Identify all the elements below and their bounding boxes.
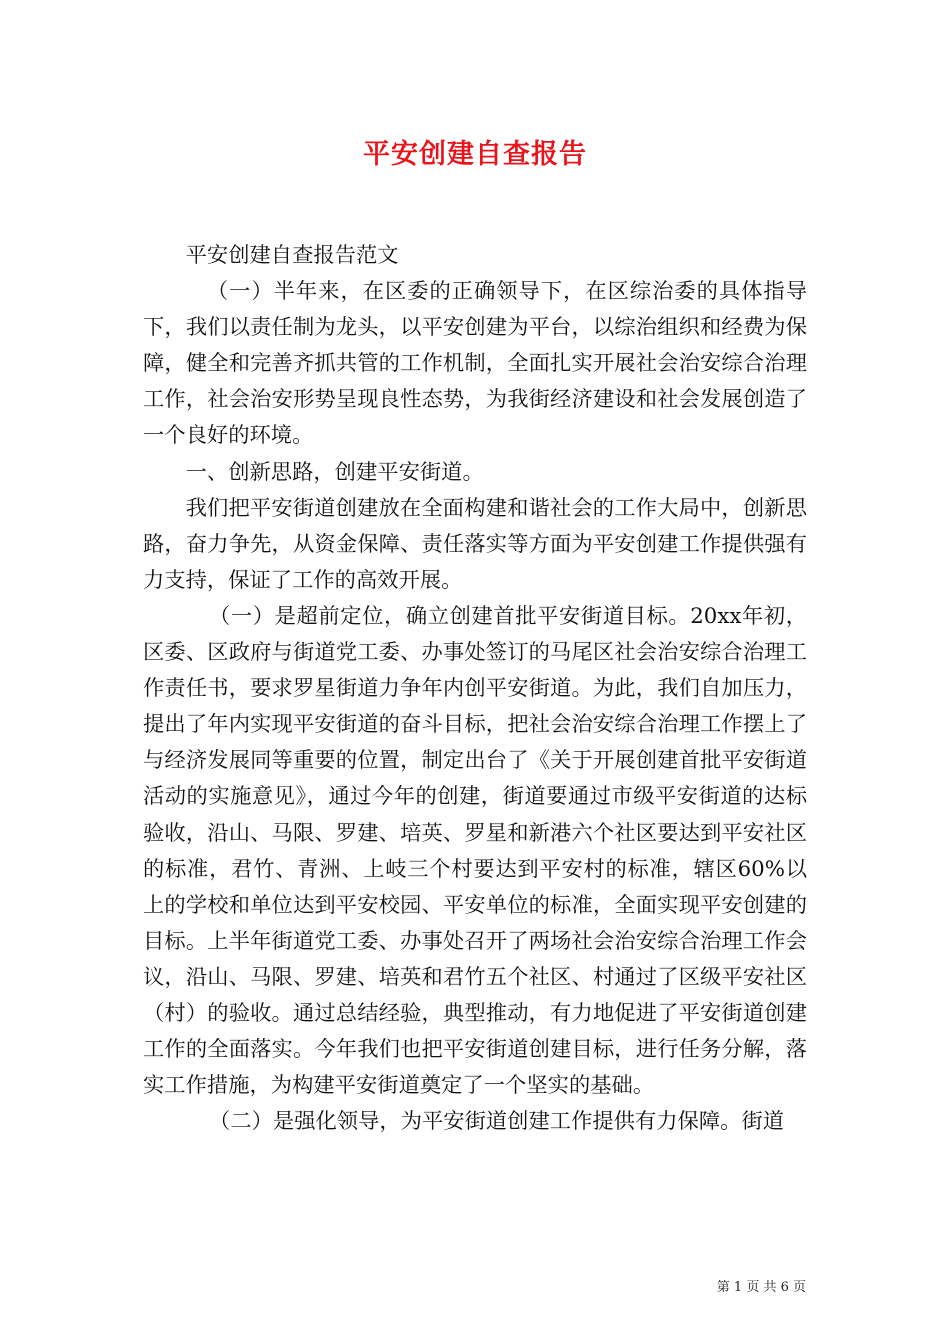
paragraph-section-body: 我们把平安街道创建放在全面构建和谐社会的工作大局中，创新思路，奋力争先，从资金保障、责任落实等方面为平安创建工作提供强有力支持，保证了工作的高效开展。 bbox=[143, 495, 807, 593]
paragraph-item-two: （二）是强化领导，为平安街道创建工作提供有力保障。街道 bbox=[209, 1109, 785, 1135]
page-number-footer: 第 1 页 共 6 页 bbox=[716, 1280, 806, 1295]
paragraph-subtitle: 平安创建自查报告范文 bbox=[185, 243, 399, 268]
paragraph-section-heading: 一、创新思路，创建平安街道。 bbox=[185, 459, 484, 485]
document-title: 平安创建自查报告 bbox=[363, 139, 587, 170]
paragraph-item-one: （一）是超前定位，确立创建首批平安街道目标。20xx年初，区委、区政府与街道党工委、办事处签订的马尾区社会治安综合治理工作责任书，要求罗星街道力争年内创平安街道。为此，我们自加压力，提出了年内实现平安街道的奋斗目标，把社会治安综合治理工作摆上了与经济发展同等重要的位置，制定出台了《关于开展创建首批平安街道活动的实施意见》，通过今年的创建，街道要通过市级平安街道的达标验收，沿山、马限、罗建、培英、罗星和新港六个社区要达到平安社区的标准，君竹、青洲、上岐三个村要达到平安村的标准，辖区60%以上的学校和单位达到平安校园、平安单位的标准，全面实现平安创建的目标。上半年街道党工委、办事处召开了两场社会治安综合治理工作会议，沿山、马限、罗建、培英和君竹五个社区、村通过了区级平安社区（村）的验收。通过总结经验，典型推动，有力地促进了平安街道创建工作的全面落实。今年我们也把平安街道创建目标，进行任务分解，落实工作措施，为构建平安街道奠定了一个坚实的基础。 bbox=[143, 603, 807, 1099]
paragraph-intro: （一）半年来，在区委的正确领导下，在区综治委的具体指导下，我们以责任制为龙头，以平安创建为平台，以综治组织和经费为保障，健全和完善齐抓共管的工作机制，全面扎实开展社会治安综合治理工作，社会治安形势呈现良性态势，为我街经济建设和社会发展创造了一个良好的环境。 bbox=[143, 279, 807, 449]
document-body bbox=[143, 238, 807, 1140]
